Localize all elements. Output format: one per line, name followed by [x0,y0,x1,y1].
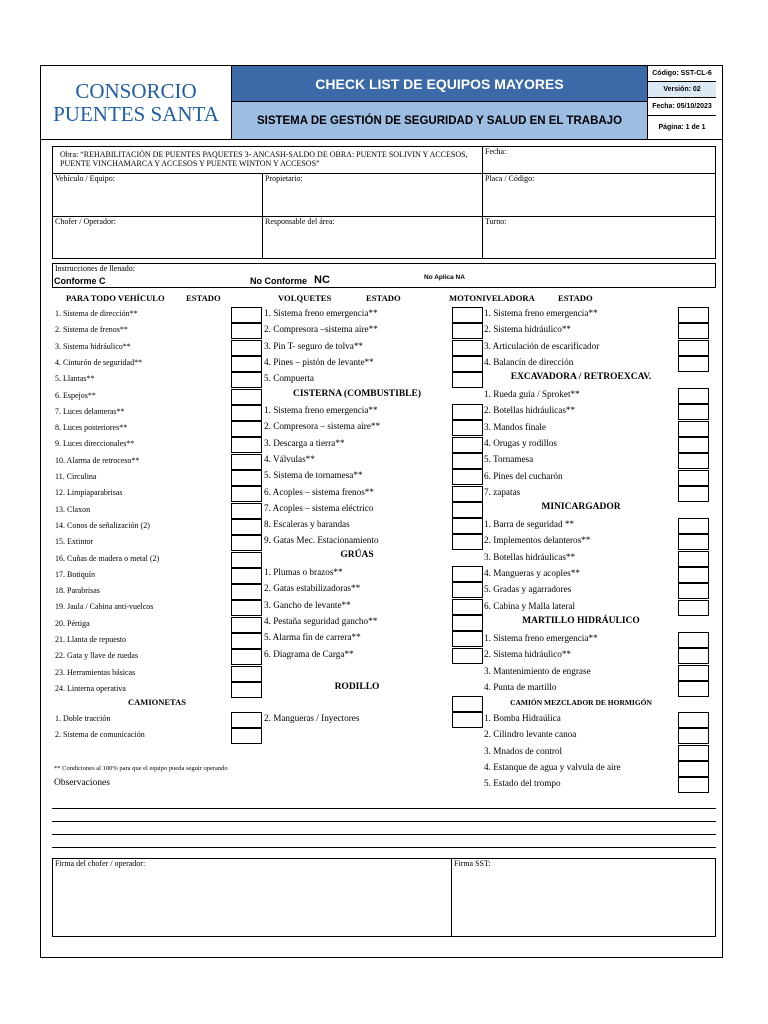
obs-line-3[interactable] [52,834,716,835]
volquete-estado-box[interactable] [452,340,483,356]
col2-estado: ESTADO [366,293,401,303]
doc-page: Página: 1 de 1 [647,116,716,139]
responsable-field[interactable]: Responsable del área: [265,217,335,226]
cisterna-estado-box[interactable] [452,534,483,550]
col1-estado: ESTADO [186,293,221,303]
camioneta-estado-box[interactable] [231,728,262,744]
volquete-estado-box[interactable] [452,323,483,339]
obra-field[interactable]: Obra: “REHABILITACIÓN DE PUENTES PAQUETES 3- ANCASH-SALDO DE OBRA: PUENTE SOLIVIN Y ACCESOS, PUENTE VINCHAMARCA Y ACCESOS Y PUENTE WINTON Y ACCESOS” [60,150,468,168]
legend-nc: NC [314,274,330,286]
martillo-estado-box[interactable] [678,648,709,664]
vehicle-estado-box[interactable] [231,307,262,323]
camioneta-item: 2. Sistema de comunicación [55,730,145,740]
signature-sst-box[interactable] [451,858,716,937]
vehicle-estado-box[interactable] [231,568,262,584]
vehicle-estado-box[interactable] [231,323,262,339]
excavadora-item: 5. Tornamesa [484,454,534,465]
excavadora-item: 6. Pines del cucharón [484,470,563,481]
vehicle-estado-box[interactable] [231,617,262,633]
vehicle-item: 3. Sistema hidráulico** [55,341,131,351]
excavadora-item: 7. zapatas [484,486,521,497]
cisterna-item: 6. Acoples – sistema frenos** [264,486,374,497]
minicargador-estado-box[interactable] [678,518,709,534]
cisterna-estado-box[interactable] [452,486,483,502]
rodillo-estado-box[interactable] [452,712,483,728]
vehicle-item: 23. Herramientas básicas [55,667,136,677]
vehicle-estado-box[interactable] [231,633,262,649]
minicargador-item: 1. Barra de seguridad ** [484,519,575,529]
vehicle-estado-box[interactable] [231,437,262,453]
minicargador-title: MINICARGADOR [541,502,621,512]
vehicle-item: 9. Luces direccionales** [55,439,135,449]
logo-line1: CONSORCIO [75,78,197,103]
vehicle-item: 5. Llantas** [55,374,95,384]
camion-item: 2. Cilindro levante canoa [484,729,577,740]
rodillo-title: RODILLO [334,682,380,692]
vehicle-item: 7. Luces delanteras** [55,406,125,416]
vehicle-item: 15. Extintor [55,537,94,547]
rodillo-estado-box[interactable] [452,696,483,712]
chofer-field[interactable]: Chofer / Operador: [55,217,116,226]
vehicle-item: 2. Sistema de frenos** [55,325,128,335]
grua-item: 2. Gatas estabilizadoras** [264,583,361,594]
grua-estado-box[interactable] [452,648,483,664]
header-divider [40,139,723,140]
martillo-title: MARTILLO HIDRÁULICO [522,616,640,626]
grua-item: 3. Gancho de levante** [264,599,351,610]
cisterna-item: 1. Sistema freno emergencia** [264,405,378,415]
excavadora-item: 3. Mandos finale [484,421,547,432]
volquete-item: 1. Sistema freno emergencia** [264,308,378,318]
cisterna-item: 2. Compresora – sistema aire** [264,421,381,432]
grua-item: 5. Alarma fin de carrera** [264,632,361,643]
motoniveladora-item: 1. Sistema freno emergencia** [484,308,598,318]
minicargador-estado-box[interactable] [678,600,709,616]
vehicle-estado-box[interactable] [231,454,262,470]
vehicle-estado-box[interactable] [231,421,262,437]
motoniveladora-estado-box[interactable] [678,356,709,372]
vehicle-estado-box[interactable] [231,389,262,405]
motoniveladora-estado-box[interactable] [678,307,709,323]
cisterna-estado-box[interactable] [452,437,483,453]
martillo-estado-box[interactable] [678,681,709,697]
cisterna-estado-box[interactable] [452,404,483,420]
volquete-estado-box[interactable] [452,356,483,372]
grua-item: 4. Pestaña seguridad gancho** [264,615,378,626]
vehicle-estado-box[interactable] [231,519,262,535]
vehicle-item: 1. Sistema de dirección** [55,309,138,318]
martillo-estado-box[interactable] [678,632,709,648]
propietario-field[interactable]: Propietario: [265,174,303,183]
obs-line-4[interactable] [52,847,716,848]
cisterna-estado-box[interactable] [452,453,483,469]
cisterna-item: 5. Sistema de tornamesa** [264,470,363,481]
motoniveladora-item: 4. Balancín de dirección [484,356,574,367]
vehicle-estado-box[interactable] [231,340,262,356]
volquete-estado-box[interactable] [452,372,483,388]
cisterna-item: 3. Descarga a tierra** [264,437,345,448]
vehicle-item: 11. Circulina [55,472,97,481]
signature-chofer-label: Firma del chofer / operador: [55,859,146,868]
col2-header: VOLQUETES [278,293,332,303]
excavadora-estado-box[interactable] [678,421,709,437]
vehicle-estado-box[interactable] [231,535,262,551]
vehicle-estado-box[interactable] [231,649,262,665]
vehicle-item: 16. Cuñas de madera o metal (2) [55,553,160,563]
volquete-item: 4. Pines – pistón de levante** [264,356,374,367]
motoniveladora-estado-box[interactable] [678,340,709,356]
martillo-item: 1. Sistema freno emergencia** [484,633,598,643]
cisterna-estado-box[interactable] [452,502,483,518]
critical-note: ** Condiciones al 100% para que el equipo pueda seguir operando [54,765,228,772]
vehicle-item: 18. Parabrisas [55,586,100,596]
camion-estado-box[interactable] [678,777,709,793]
vehicle-estado-box[interactable] [231,600,262,616]
volquete-item: 2. Compresora –sistema aire** [264,324,378,335]
gruas-title: GRÚAS [340,550,374,560]
vehicle-estado-box[interactable] [231,682,262,698]
vehicle-item: 17. Botiquín [55,569,96,579]
cisterna-item: 7. Acoples – sistema eléctrico [264,502,374,513]
signature-sst-label: Firma SST: [454,859,491,868]
camionetas-title: CAMIONETAS [128,697,186,707]
signature-chofer-box[interactable] [52,858,452,937]
camion-estado-box[interactable] [678,761,709,777]
rodillo-item: 2. Mangueras / Inyectores [264,713,360,723]
camion-title: CAMIÓN MEZCLADOR DE HORMIGÓN [510,698,652,707]
camion-estado-box[interactable] [678,728,709,744]
excavadora-item: 1. Rueda guía / Sproket** [484,389,580,399]
martillo-item: 2. Sistema hidráulico** [484,649,572,660]
vehicle-item: 8. Luces posteriores** [55,423,128,433]
legend-conforme: Conforme C [54,276,106,286]
vehicle-item: 21. Llanta de repuesto [55,635,127,644]
observaciones-label: Observaciones [54,778,110,788]
cisterna-estado-box[interactable] [452,469,483,485]
fecha-field[interactable]: Fecha: [485,147,507,156]
volquete-item: 3. Pin T- seguro de tolva** [264,340,364,351]
minicargador-item: 5. Gradas y agarradores [484,584,572,595]
excavadora-title: EXCAVADORA / RETROEXCAV. [510,372,652,382]
form-title: CHECK LIST DE EQUIPOS MAYORES [231,66,647,102]
legend-no-conforme: No Conforme [250,276,307,286]
vehicle-estado-box[interactable] [231,356,262,372]
vehicle-item: 12. Limpiaparabrisas [55,488,123,498]
grua-estado-box[interactable] [452,631,483,647]
cisterna-estado-box[interactable] [452,420,483,436]
excavadora-estado-box[interactable] [678,486,709,502]
volquete-item: 5. Compuerta [264,373,315,384]
excavadora-estado-box[interactable] [678,453,709,469]
minicargador-estado-box[interactable] [678,534,709,550]
cisterna-item: 9. Gatas Mec. Estacionamiento [264,535,379,546]
vehicle-item: 24. Linterna operativa [55,683,126,693]
camion-estado-box[interactable] [678,745,709,761]
excavadora-item: 4. Orugas y rodillos [484,437,557,448]
vehicle-item: 22. Gata y llave de ruedas [55,651,139,661]
vehicle-estado-box[interactable] [231,486,262,502]
martillo-item: 3. Mantenimiento de engrase [484,665,591,676]
vehicle-item: 13. Claxon [55,504,91,514]
minicargador-item: 3. Botellas hidráulicas** [484,551,576,562]
motoniveladora-item: 2. Sistema hidráulico** [484,324,572,335]
vehicle-estado-box[interactable] [231,552,262,568]
motoniveladora-estado-box[interactable] [678,323,709,339]
vehiculo-field[interactable]: Vehículo / Equipo: [55,174,115,183]
company-logo [41,66,231,139]
camion-item: 3. Mnados de control [484,745,563,756]
doc-code: Código: SST-CL-6 [647,66,716,82]
camioneta-estado-box[interactable] [231,712,262,728]
vehicle-estado-box[interactable] [231,470,262,486]
form-subtitle: SISTEMA DE GESTIÓN DE SEGURIDAD Y SALUD EN EL TRABAJO [231,102,647,139]
vehicle-estado-box[interactable] [231,405,262,421]
grua-estado-box[interactable] [452,566,483,582]
doc-version: Versión: 02 [647,82,716,98]
minicargador-estado-box[interactable] [678,567,709,583]
vehicle-item: 6. Espejos** [55,390,96,400]
grua-estado-box[interactable] [452,615,483,631]
camion-item: 4. Estanque de agua y valvula de aire [484,761,621,772]
camion-estado-box[interactable] [678,712,709,728]
vehicle-item: 10. Alarma de retroceso** [55,455,140,465]
excavadora-item: 2. Botellas hidráulicas** [484,405,576,416]
vehicle-item: 19. Jaula / Cabina anti-vuelcos [55,602,154,612]
camion-item: 5. Estado del trompo [484,778,561,789]
obs-line-2[interactable] [52,821,716,822]
excavadora-estado-box[interactable] [678,388,709,404]
minicargador-item: 4. Mangueras y acoples** [484,567,580,578]
logo-line2: PUENTES SANTA [53,101,219,126]
martillo-estado-box[interactable] [678,665,709,681]
minicargador-item: 6. Cabina y Malla lateral [484,600,576,611]
cisterna-item: 4. Válvulas** [264,453,315,464]
cisterna-title: CISTERNA (COMBUSTIBLE) [292,389,421,399]
excavadora-estado-box[interactable] [678,437,709,453]
motoniveladora-item: 3. Articulación de escarificador [484,340,600,351]
legend-no-aplica: No Aplica NA [424,274,465,281]
excavadora-estado-box[interactable] [678,470,709,486]
camioneta-item: 1. Doble tracción [55,714,111,723]
col3-estado: ESTADO [558,293,593,303]
excavadora-estado-box[interactable] [678,404,709,420]
volquete-estado-box[interactable] [452,307,483,323]
grua-estado-box[interactable] [452,582,483,598]
minicargador-estado-box[interactable] [678,583,709,599]
grua-item: 1. Plumas o brazos** [264,567,343,577]
grua-item: 6. Diagrama de Carga** [264,648,354,659]
vehicle-estado-box[interactable] [231,372,262,388]
doc-date: Fecha: 05/10/2023 [647,98,716,116]
vehicle-item: 14. Conos de señalización (2) [55,520,150,530]
placa-field[interactable]: Placa / Código: [485,174,535,183]
vehicle-estado-box[interactable] [231,584,262,600]
minicargador-estado-box[interactable] [678,551,709,567]
instructions-box [52,263,716,288]
col1-header: PARA TODO VEHÍCULO [66,293,165,303]
instructions-title: Instrucciones de llenado: [55,264,135,273]
info-vline-right [482,146,483,259]
turno-field[interactable]: Turno: [485,217,507,226]
vehicle-item: 4. Cinturón de seguridad** [55,357,143,367]
vehicle-estado-box[interactable] [231,503,262,519]
cisterna-estado-box[interactable] [452,518,483,534]
cisterna-item: 8. Escaleras y barandas [264,519,350,530]
obs-line-1[interactable] [52,808,716,809]
minicargador-item: 2. Implementos delanteros** [484,535,591,546]
martillo-item: 4. Punta de martillo [484,681,557,692]
vehicle-item: 20. Pértiga [55,618,90,628]
vehicle-estado-box[interactable] [231,666,262,682]
col3-header: MOTONIVELADORA [449,293,535,303]
grua-estado-box[interactable] [452,599,483,615]
camion-item: 1. Bomba Hidraúlica [484,713,561,723]
